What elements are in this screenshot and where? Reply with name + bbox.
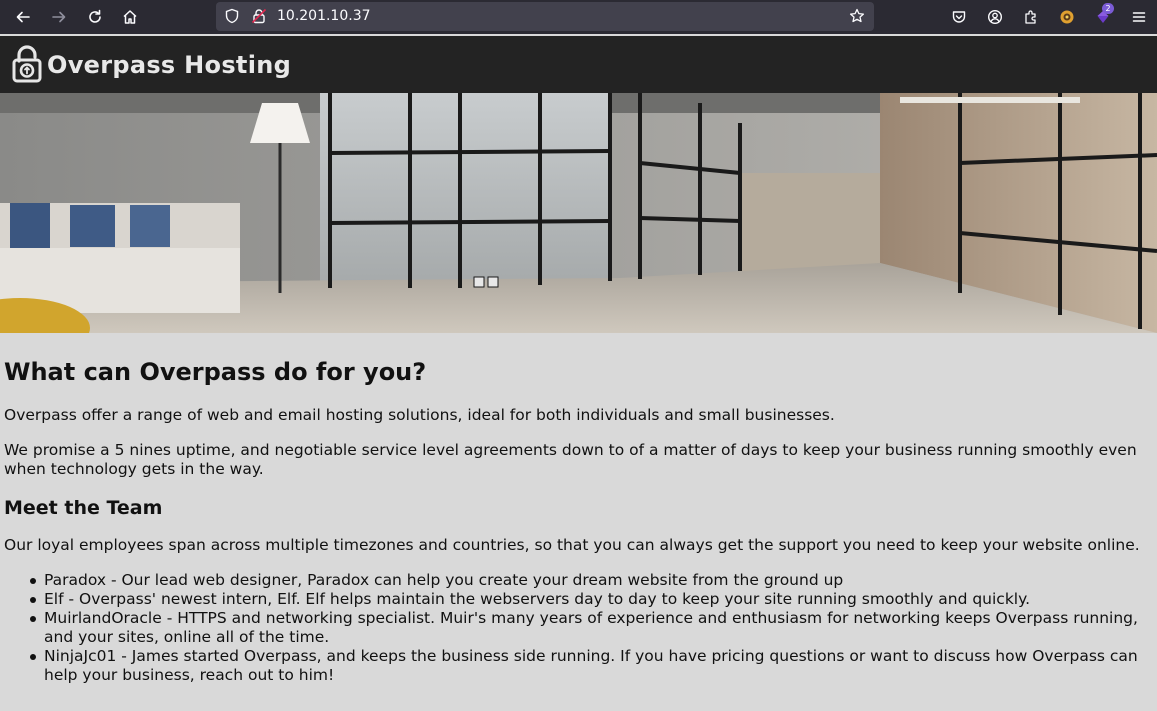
hamburger-menu-icon[interactable] xyxy=(1127,5,1151,29)
team-intro-paragraph: Our loyal employees span across multiple timezones and countries, so that you can always get the support you need to keep your website online. xyxy=(4,536,1140,554)
padlock-logo-icon xyxy=(12,45,42,83)
url-bar[interactable] xyxy=(216,2,874,31)
list-item: Paradox - Our lead web designer, Paradox can help you create your dream website from the ground up xyxy=(44,571,1154,590)
browser-toolbar xyxy=(0,0,1157,34)
url-text: 10.201.10.37 xyxy=(277,8,371,24)
back-arrow-icon[interactable] xyxy=(11,5,35,29)
team-heading: Meet the Team xyxy=(4,497,163,519)
extensions-puzzle-icon[interactable] xyxy=(1019,5,1043,29)
pocket-icon[interactable] xyxy=(947,5,971,29)
promise-paragraph: We promise a 5 nines uptime, and negotiable service level agreements down to of a matter of days to keep your business running smoothly even when technology gets in the way. xyxy=(4,441,1137,478)
tracking-shield-icon[interactable] xyxy=(224,8,240,24)
site-title[interactable]: Overpass Hosting xyxy=(47,51,292,79)
account-icon[interactable] xyxy=(983,5,1007,29)
reload-icon[interactable] xyxy=(83,5,107,29)
forward-arrow-icon[interactable] xyxy=(47,5,71,29)
main-content xyxy=(4,333,1154,685)
list-item: Elf - Overpass' newest intern, Elf. Elf helps maintain the webservers day to day to keep your site running smoothly and quickly. xyxy=(44,590,1154,609)
cookie-extension-icon[interactable] xyxy=(1055,5,1079,29)
extension-badge: 2 xyxy=(1102,3,1114,14)
insecure-lock-icon[interactable] xyxy=(251,8,267,24)
bookmark-star-icon[interactable] xyxy=(849,8,865,24)
intro-paragraph: Overpass offer a range of web and email hosting solutions, ideal for both individuals and small businesses. xyxy=(4,406,835,424)
site-header xyxy=(0,36,1157,93)
team-list xyxy=(4,571,1154,685)
home-icon[interactable] xyxy=(118,5,142,29)
list-item: NinjaJc01 - James started Overpass, and keeps the business side running. If you have pricing questions or want to discuss how Overpass can help your business, reach out to him! xyxy=(44,647,1154,685)
list-item: MuirlandOracle - HTTPS and networking specialist. Muir's many years of experience and enthusiasm for networking keeps Overpass running, and your sites, online all of the time. xyxy=(44,609,1154,647)
main-heading: What can Overpass do for you? xyxy=(4,358,427,386)
hero-image xyxy=(0,93,1157,333)
